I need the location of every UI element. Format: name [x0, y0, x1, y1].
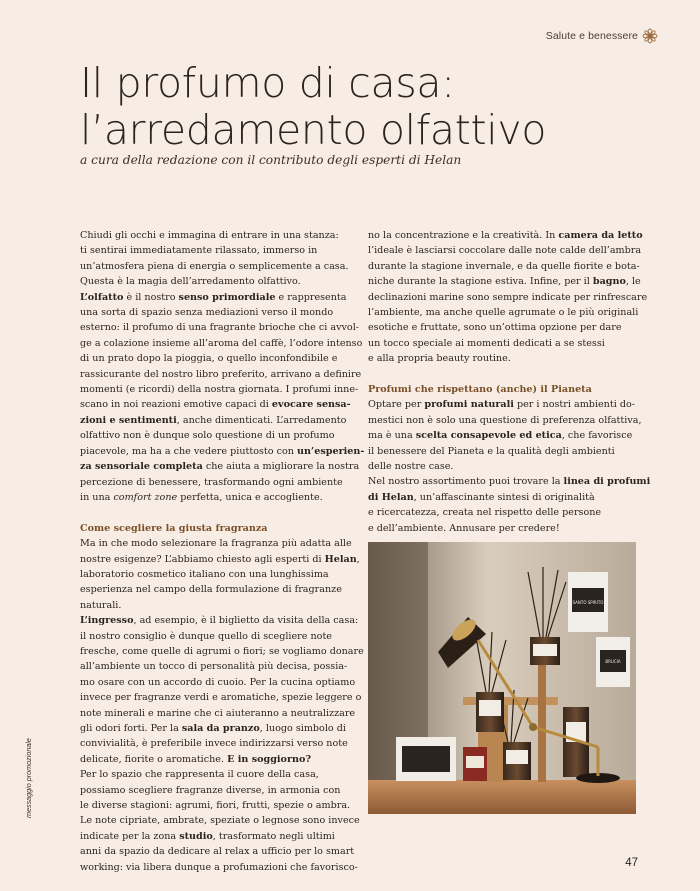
- text-line: [80, 552, 362, 567]
- page-number: 47: [625, 857, 638, 869]
- emphasis-text: di Helan: [368, 491, 414, 503]
- text-run: laboratorio cosmetico italiano con una lunghissima: [80, 568, 329, 580]
- text-line: [80, 536, 362, 551]
- text-run: Optare per: [368, 399, 425, 411]
- text-run: , trasformato negli ultimi: [212, 830, 335, 842]
- text-line: [80, 675, 362, 690]
- article-title-line-2: l’arredamento olfattivo: [80, 106, 547, 154]
- text-run: l’ideale è lasciarsi coccolare dalle note calde dell’ambra: [368, 245, 642, 257]
- text-run: il nostro consiglio è dunque quello di scegliere note: [80, 630, 332, 642]
- text-run: naturali.: [80, 599, 122, 611]
- emphasis-text: scelta consapevole ed etica: [415, 430, 562, 442]
- article-byline: a cura della redazione con il contributo degli esperti di Helan: [80, 153, 462, 167]
- section-heading: [80, 521, 362, 536]
- text-line: [80, 305, 362, 320]
- emphasis-text: studio: [179, 830, 213, 842]
- text-line: [80, 598, 362, 613]
- section-heading: [368, 382, 640, 397]
- text-run: una sorta di spazio senza mediazioni verso il mondo: [80, 307, 334, 319]
- paragraph-gap: [80, 505, 362, 520]
- text-run: declinazioni marine sono sempre indicate per rinfrescare: [368, 291, 648, 303]
- text-run: e dell’ambiente. Annusare per credere!: [368, 522, 560, 534]
- text-run: ge a colazione insieme all’aroma del caffè, l’odore intenso: [80, 337, 363, 349]
- text-run: possiamo scegliere fragranze diverse, in armonia con: [80, 784, 341, 796]
- text-run: e rappresenta: [275, 291, 347, 303]
- text-line: [80, 644, 362, 659]
- text-run: momenti (e ricordi) della nostra giornata. I profumi inne-: [80, 384, 359, 396]
- text-run: durante la stagione invernale, e da quelle fiorite e bota-: [368, 260, 640, 272]
- text-run: un tocco speciale ai momenti dedicati a se stessi: [368, 337, 605, 349]
- paragraph-gap: [368, 367, 640, 382]
- text-run: in una: [80, 491, 114, 503]
- text-run: convivialità, è preferibile invece indirizzarsi verso note: [80, 738, 348, 750]
- text-line: [80, 690, 362, 705]
- text-line: [80, 798, 362, 813]
- text-run: che aiuta a migliorare la nostra: [202, 461, 360, 473]
- text-line: [368, 459, 640, 474]
- text-run: l’ambiente, ma anche quelle agrumate o le più originali: [368, 307, 639, 319]
- text-line: [80, 351, 362, 366]
- emphasis-text: zioni e sentimenti: [80, 414, 177, 426]
- text-line: [80, 228, 362, 243]
- emphasis-text: L’ingresso: [80, 615, 134, 627]
- text-line: [80, 567, 362, 582]
- text-line: [80, 413, 362, 428]
- text-line: [80, 813, 362, 828]
- text-line: [80, 706, 362, 721]
- text-run: gli odori forti. Per la: [80, 722, 182, 734]
- text-line: [80, 659, 362, 674]
- text-line: [80, 397, 362, 412]
- text-run: ti sentirai immediatamente rilassato, immerso in: [80, 245, 318, 257]
- text-run: mo osare con un accordo di cuoio. Per la cucina optiamo: [80, 676, 356, 688]
- emphasis-text: evocare sensa-: [271, 399, 351, 411]
- text-line: [80, 721, 362, 736]
- text-line: [368, 428, 640, 443]
- text-column-right: [368, 228, 651, 536]
- text-run: , ad esempio, è il biglietto da visita della casa:: [133, 615, 359, 627]
- text-line: [80, 490, 362, 505]
- text-line: [80, 629, 362, 644]
- text-line: [80, 736, 362, 751]
- text-run: , un’affascinante sintesi di originalità: [413, 491, 595, 503]
- text-run: delicate, fiorite o aromatiche.: [80, 753, 228, 765]
- text-line: [80, 767, 362, 782]
- text-run: Questa è la magia dell’arredamento olfattivo.: [80, 276, 301, 288]
- text-line: [80, 290, 362, 305]
- text-run: scano in noi reazioni emotive capaci di: [80, 399, 272, 411]
- text-run: e ricercatezza, creata nel rispetto delle persone: [368, 507, 602, 519]
- section-label: Salute e benessere: [545, 30, 638, 42]
- text-line: [80, 459, 362, 474]
- text-line: [80, 613, 362, 628]
- emphasis-text: L’olfatto: [80, 291, 124, 303]
- text-run: Chiudi gli occhi e immagina di entrare in una stanza:: [80, 230, 339, 241]
- text-run: è il nostro: [123, 291, 179, 303]
- text-run: esotiche e fruttate, sono un’ottima opzione per dare: [368, 322, 622, 334]
- side-label: messaggio promozionale: [24, 738, 33, 818]
- text-line: [80, 428, 362, 443]
- text-line: [80, 367, 362, 382]
- text-run: ma è una: [368, 430, 416, 442]
- text-run: fresche, come quelle di agrumi o fiori; se vogliamo donare: [80, 645, 364, 657]
- text-line: [368, 474, 651, 489]
- product-label-1: SANTO SPIRITO: [572, 600, 604, 605]
- text-column-left: [80, 228, 365, 875]
- text-run: niche durante la stagione estiva. Infine, per il: [368, 276, 593, 288]
- text-line: [368, 444, 640, 459]
- text-line: [80, 444, 365, 459]
- text-run: Ma in che modo selezionare la fragranza più adatta alle: [80, 538, 352, 550]
- text-line: [80, 829, 362, 844]
- text-line: [368, 505, 640, 520]
- text-run: perfetta, unica e accogliente.: [177, 491, 323, 503]
- emphasis-text: E in soggiorno?: [227, 753, 312, 765]
- text-run: di un prato dopo la pioggia, o quello inconfondibile e: [80, 353, 338, 365]
- emphasis-text: profumi naturali: [424, 399, 514, 411]
- text-line: [80, 752, 362, 767]
- emphasis-text: sala da pranzo: [181, 722, 260, 734]
- text-line: [80, 475, 362, 490]
- text-line: [368, 290, 648, 305]
- text-line: [368, 259, 640, 274]
- text-run: , luogo simbolo di: [259, 722, 346, 734]
- text-run: per i nostri ambienti do-: [513, 399, 635, 411]
- text-run: rassicurante del nostro libro preferito, arrivano a definire: [80, 368, 362, 380]
- text-line: [80, 582, 362, 597]
- text-run: Nel nostro assortimento puoi trovare la: [368, 476, 564, 488]
- text-line: [368, 320, 640, 335]
- text-line: [368, 336, 640, 351]
- text-line: [368, 243, 640, 258]
- text-run: mestici non è solo una questione di preferenza olfattiva,: [368, 414, 642, 426]
- text-run: Le note cipriate, ambrate, speziate o legnose sono invece: [80, 815, 360, 827]
- emphasis-text: un’esperien-: [296, 445, 365, 457]
- text-line: [368, 521, 640, 536]
- text-line: [80, 274, 362, 289]
- text-run: nostre esigenze? L’abbiamo chiesto agli esperti di: [80, 553, 325, 565]
- text-run: , le: [625, 276, 641, 288]
- emphasis-text: senso primordiale: [178, 291, 276, 303]
- text-run: olfattivo non è dunque solo questione di un profumo: [80, 430, 335, 442]
- article-title-line-1: Il profumo di casa:: [80, 59, 455, 107]
- text-line: [80, 860, 362, 875]
- text-run: no la concentrazione e la creatività. In: [368, 230, 559, 241]
- emphasis-text: linea di profumi: [563, 476, 651, 488]
- text-run: Come scegliere la giusta fragranza: [80, 522, 268, 534]
- text-line: [80, 243, 362, 258]
- italic-text: comfort zone: [113, 491, 178, 503]
- text-line: [80, 382, 362, 397]
- text-line: [80, 783, 362, 798]
- text-line: [80, 259, 362, 274]
- text-line: [368, 305, 640, 320]
- text-run: , anche dimenticati. L’arredamento: [176, 414, 347, 426]
- text-run: percezione di benessere, trasformando ogni ambiente: [80, 476, 343, 488]
- text-line: [80, 336, 362, 351]
- text-run: piacevole, ma ha a che vedere piuttosto con: [80, 445, 297, 457]
- text-run: all’ambiente un tocco di personalità più decisa, possia-: [80, 661, 348, 673]
- text-line: [368, 413, 640, 428]
- text-run: Per lo spazio che rappresenta il cuore della casa,: [80, 769, 319, 781]
- text-run: ,: [356, 553, 360, 565]
- text-run: delle nostre case.: [368, 461, 454, 473]
- text-run: note minerali e marine che ci aiuteranno a neutralizzare: [80, 707, 356, 719]
- emphasis-text: bagno: [592, 276, 626, 288]
- text-run: le diverse stagioni: agrumi, fiori, frutti, spezie o ambra.: [80, 800, 351, 812]
- emphasis-text: Helan: [324, 553, 357, 565]
- emphasis-text: camera da letto: [558, 230, 643, 241]
- text-run: e alla propria beauty routine.: [368, 353, 511, 365]
- flower-icon: [642, 28, 658, 44]
- text-run: working: via libera dunque a profumazioni che favorisco-: [80, 861, 358, 873]
- text-line: [368, 274, 640, 289]
- product-label-2: BRUCIA: [605, 659, 621, 664]
- text-run: Profumi che rispettano (anche) il Pianeta: [368, 384, 592, 396]
- text-run: esterno: il profumo di una fragrante brioche che ci avvol-: [80, 322, 360, 334]
- text-line: [368, 228, 643, 243]
- text-run: , che favorisce: [561, 430, 633, 442]
- article-title: [80, 60, 546, 154]
- text-run: un’atmosfera piena di energia o semplicemente a casa.: [80, 260, 349, 272]
- product-photo: [368, 542, 636, 814]
- text-line: [368, 397, 640, 412]
- text-line: [368, 351, 640, 366]
- text-line: [80, 320, 362, 335]
- text-run: il benessere del Pianeta e la qualità degli ambienti: [368, 445, 615, 457]
- text-line: [368, 490, 640, 505]
- text-line: [80, 844, 362, 859]
- emphasis-text: za sensoriale completa: [80, 461, 203, 473]
- text-run: invece per fragranze verdi e aromatiche, spezie leggere o: [80, 692, 362, 704]
- text-run: esperienza nel campo della formulazione di fragranze: [80, 584, 342, 596]
- text-run: anni da spazio da dedicare al relax a ufficio per lo smart: [80, 846, 355, 858]
- text-run: indicate per la zona: [80, 830, 180, 842]
